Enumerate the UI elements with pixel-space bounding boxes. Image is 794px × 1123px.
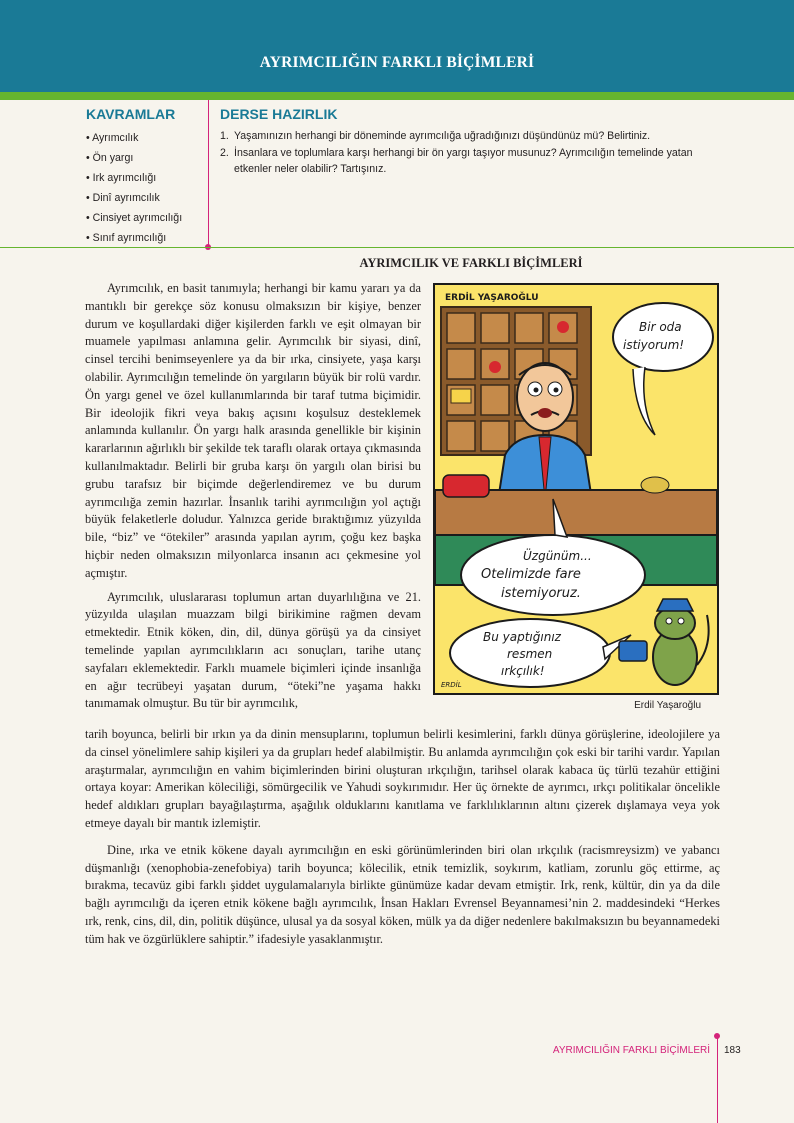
footer-divider-dot xyxy=(714,1033,720,1039)
bubble-2-line-3: istemiyoruz. xyxy=(501,586,581,601)
preparation-list xyxy=(220,128,720,177)
body-column-left xyxy=(85,280,421,719)
concepts-list xyxy=(86,128,206,248)
preparation-question xyxy=(220,145,720,177)
section-heading-text: AYRIMCILIK VE FARKLI BİÇİMLERİ xyxy=(359,256,583,270)
section-divider-horizontal xyxy=(0,247,794,248)
question-text: İnsanlara ve toplumlara karşı herhangi bir ön yargı taşıyor musunuz? Ayrımcılığın temelinde yatan etkenler neler olabilir? Tartışınız. xyxy=(234,147,693,175)
bubble-1-line-1: Bir oda xyxy=(639,320,682,334)
cartoon-illustration xyxy=(433,283,719,695)
bubble-1-line-2: istiyorum! xyxy=(623,338,685,352)
concept-item: • Ayrımcılık xyxy=(86,128,206,148)
concept-item: • Dinî ayrımcılık xyxy=(86,188,206,208)
concepts-box xyxy=(86,106,206,248)
preparation-question xyxy=(220,128,720,144)
question-number: 1. xyxy=(220,130,229,142)
preparation-title: DERSE HAZIRLIK xyxy=(220,106,338,122)
cartoon-artist-header: ERDİL YAŞAROĞLU xyxy=(445,293,539,303)
body-paragraph: Ayrımcılık, en basit tanımıyla; herhangi bir kamu yararı ya da mantıklı bir gerekçe söz konusu olmaksızın bir kişiye, benzer durum ve koşullardaki diğer kişilerden farklı ve eşit olmayan bir muamele yapılması anlamına gelir. Ayrımcılık bir siyasi, dinî, cinsel tercihi benimseyenlere ya da bir ırka, cinsiyete, yaşa karşı olabilir. Ayrımcılığın temelinde ön yargıların büyük bir rolü vardır. Ön yargı genel ve özel kullanımlarında bir taraf tutma biçimidir. Bir ideolojik fikri veya bakış açısını koşulsuz desteklemek anlamında kullanılır. Ön yargı halk arasında genellikle bir kişinin kararlarının ağırlıklı bir şekilde tek taraflı olarak ortaya çıkmasında kullanılmaktadır. Belirli bir gruba karşı ön yargılı olan birisi bu grubu tarafsız bir biçimde değerlendiremez ve bu durum ayrımcılığa zemin hazırlar. İnsanlık tarihi ayrımcılığın yol açtığı büyük felaketlerle doludur. Yalnızca geride bıraktığımız yüzyılda bile, “biz” ve “ötekiler” arasında yapılan ayrım, çoğu kez başka hiçbir neden olmaksızın milyonlarca insanın acı çekmesine yol açmıştır. xyxy=(85,281,421,580)
footer-running-title: AYRIMCILIĞIN FARKLI BİÇİMLERİ xyxy=(552,1045,710,1056)
question-number: 2. xyxy=(220,147,229,159)
cartoon-caption: Erdil Yaşaroğlu xyxy=(634,700,701,711)
page-title: AYRIMCILIĞIN FARKLI BİÇİMLERİ xyxy=(259,54,535,71)
header-accent-strip xyxy=(0,92,794,100)
bubble-2-line-1: Üzgünüm... xyxy=(523,549,592,563)
concept-item: • Cinsiyet ayrımcılığı xyxy=(86,208,206,228)
body-column-full xyxy=(85,726,720,958)
concept-item: • Sınıf ayrımcılığı xyxy=(86,228,206,248)
concept-item: • Ön yargı xyxy=(86,148,206,168)
page-header-band xyxy=(0,0,794,92)
body-paragraph-continued: tarih boyunca, belirli bir ırkın ya da dinin mensuplarını, toplumun belirli kesimlerini, farklı dünya görüşlerine, ideolojilere ya da cinsel yönelimlere sahip kişileri ya da grupları hedef alabilmiştir. Bu anlamda ayrımcılığın çok eski bir tarihi vardır. Yapılan araştırmalar, ayrımcılığın en vahim biçimlerinden birini oluşturan ırkçılığın, tarihsel olarak kabaca üç türlü tezahür ettiğini ortaya koyar: Amerikan köleciliği, sömürgecilik ve Yahudi soykırımıdır. Her üç örnekte de ayrımcı, ırkçı politikalar öncelikle hedef aldıkları grupları bayağılaştırma, aşağılık olduklarını kanıtlama ve farklılıklarının altını çizerek dışlamaya veya yok etmeye dayalı bir mantık izlemiştir. xyxy=(85,727,720,830)
body-paragraph: Dine, ırka ve etnik kökene dayalı ayrımcılığın en eski görünümlerinden biri olan ırkçılık (racismreysizm) ve yabancı düşmanlığı (xenophobia-zenefobiya) tarih boyunca; kölecilik, etnik temizlik, soykırım, katliam, zorunlu göç ettirme, aç bırakma, tecavüz gibi farklı şiddet uygulamalarıyla birlikte günümüze kadar devam etmiştir. Irk, renk, kültür, din ya da dile bağlı ayrımcılığı da içeren etnik kökene bağlı ayrımcılık, İnsan Hakları Evrensel Beyannamesi’nin 2. maddesindeki “Herkes ırk, renk, cins, dil, din, politik düşünce, ulusal ya da sosyal köken, mülk ya da diğer nedenlere bakılmaksızın bu beyannamedeki tüm hak ve özgürlüklere sahiptir.” ifadesiyle yasaklanmıştır. xyxy=(85,842,720,946)
concept-item: • Irk ayrımcılığı xyxy=(86,168,206,188)
question-text: Yaşamınızın herhangi bir döneminde ayrımcılığa uğradığınızı düşündünüz mü? Belirtiniz. xyxy=(234,130,651,142)
bubble-3-line-3: ırkçılık! xyxy=(501,664,545,678)
cartoon-drawing xyxy=(435,285,717,693)
section-divider-vertical xyxy=(208,100,209,246)
section-heading xyxy=(0,256,794,271)
bubble-2-line-2: Otelimizde fare xyxy=(481,567,581,582)
footer-divider xyxy=(717,1036,718,1123)
bubble-3-line-1: Bu yaptığınız xyxy=(483,630,561,644)
lesson-preparation-box xyxy=(220,106,720,178)
cartoon-signature: ERDİL xyxy=(441,681,462,689)
page-number: 183 xyxy=(724,1045,741,1056)
body-paragraph: Ayrımcılık, uluslararası toplumun artan duyarlılığına ve 21. yüzyılda ulaşılan muazzam bilgi birikimine rağmen devam etmektedir. Etnik köken, din, dil, dünya görüşü ya da cinsiyet temelinde yapılan ayrımcılıkların acı sonuçları, tarihe utanç sayfaları eklemektedir. Farklı muamele biçimleri içinde insanlığa en ağır tecrübeyi yaşatan durum, “öteki”ne yaşama hakkı tanımamak olmuştur. Bu tür bir ayrımcılık, xyxy=(85,589,421,711)
concepts-title: KAVRAMLAR xyxy=(86,106,176,122)
bubble-3-line-2: resmen xyxy=(507,647,553,661)
